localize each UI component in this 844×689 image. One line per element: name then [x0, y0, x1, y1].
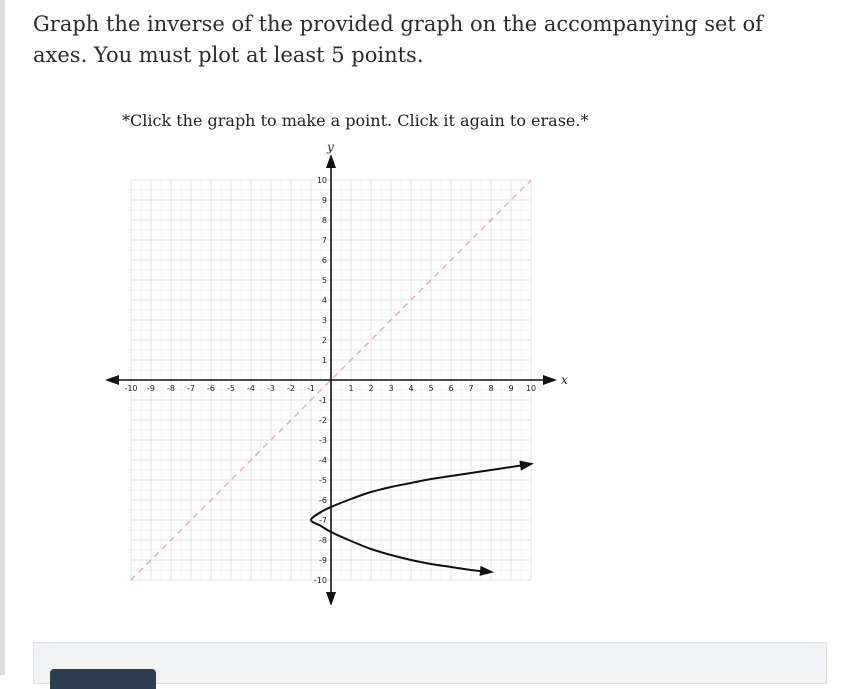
- y-tick-label: -7: [319, 516, 327, 525]
- y-tick-label: -8: [319, 536, 327, 545]
- y-tick-label: -6: [319, 496, 327, 505]
- question-text: Graph the inverse of the provided graph on the accompanying set of axes. You must plot at least 5 points.: [33, 12, 763, 67]
- x-tick-label: 2: [368, 384, 374, 393]
- provided-curve-group: [311, 461, 534, 576]
- x-tick-label: -10: [124, 384, 138, 393]
- submit-button[interactable]: [50, 669, 156, 689]
- x-tick-label: -6: [207, 384, 215, 393]
- y-axis-up-arrow-icon: [326, 154, 336, 168]
- x-tick-label: 6: [448, 384, 454, 393]
- y-tick-label: 3: [321, 316, 327, 325]
- y-tick-label: 4: [321, 296, 327, 305]
- x-tick-label: -4: [247, 384, 255, 393]
- answer-panel: [33, 642, 827, 684]
- x-tick-label: -2: [287, 384, 295, 393]
- curve-lower-arrow-icon: [480, 566, 494, 576]
- y-tick-label: 2: [321, 336, 327, 345]
- y-tick-label: -4: [319, 456, 327, 465]
- y-tick-label: 8: [321, 216, 327, 225]
- y-tick-label: 9: [321, 196, 327, 205]
- graph-canvas[interactable]: [100, 140, 570, 605]
- left-edge-rule: [0, 0, 5, 675]
- x-tick-label: -5: [227, 384, 235, 393]
- y-tick-label: -5: [319, 476, 327, 485]
- x-tick-label: 8: [488, 384, 494, 393]
- y-tick-label: -9: [319, 556, 327, 565]
- curve-upper-arrow-icon: [519, 461, 534, 471]
- y-tick-label: -2: [319, 416, 327, 425]
- x-tick-label: 4: [408, 384, 414, 393]
- y-tick-label: 5: [321, 276, 327, 285]
- x-tick-label: 3: [388, 384, 394, 393]
- x-tick-label: -7: [187, 384, 195, 393]
- y-tick-label: 6: [321, 256, 327, 265]
- x-tick-label: 9: [508, 384, 514, 393]
- y-tick-label: -1: [319, 396, 327, 405]
- x-tick-label: 10: [525, 384, 537, 393]
- y-tick-label: 1: [321, 356, 327, 365]
- x-tick-label: -3: [267, 384, 275, 393]
- y-axis-down-arrow-icon: [326, 592, 336, 605]
- y-tick-label: -3: [319, 436, 327, 445]
- x-tick-label: -1: [307, 384, 315, 393]
- y-tick-label: 10: [316, 176, 327, 185]
- x-axis-right-arrow-icon: [543, 375, 557, 385]
- y-tick-label: 7: [321, 236, 327, 245]
- y-tick-label: -10: [313, 576, 327, 585]
- x-tick-label: 7: [468, 384, 474, 393]
- x-tick-label: -9: [147, 384, 155, 393]
- x-axis-label: x: [561, 373, 568, 387]
- x-axis-left-arrow-icon: [105, 375, 119, 385]
- y-axis-label: y: [327, 140, 334, 154]
- x-tick-label: 5: [428, 384, 434, 393]
- x-tick-label: 1: [348, 384, 354, 393]
- graph-instruction: *Click the graph to make a point. Click it again to erase.*: [122, 111, 589, 130]
- x-tick-label: -8: [167, 384, 175, 393]
